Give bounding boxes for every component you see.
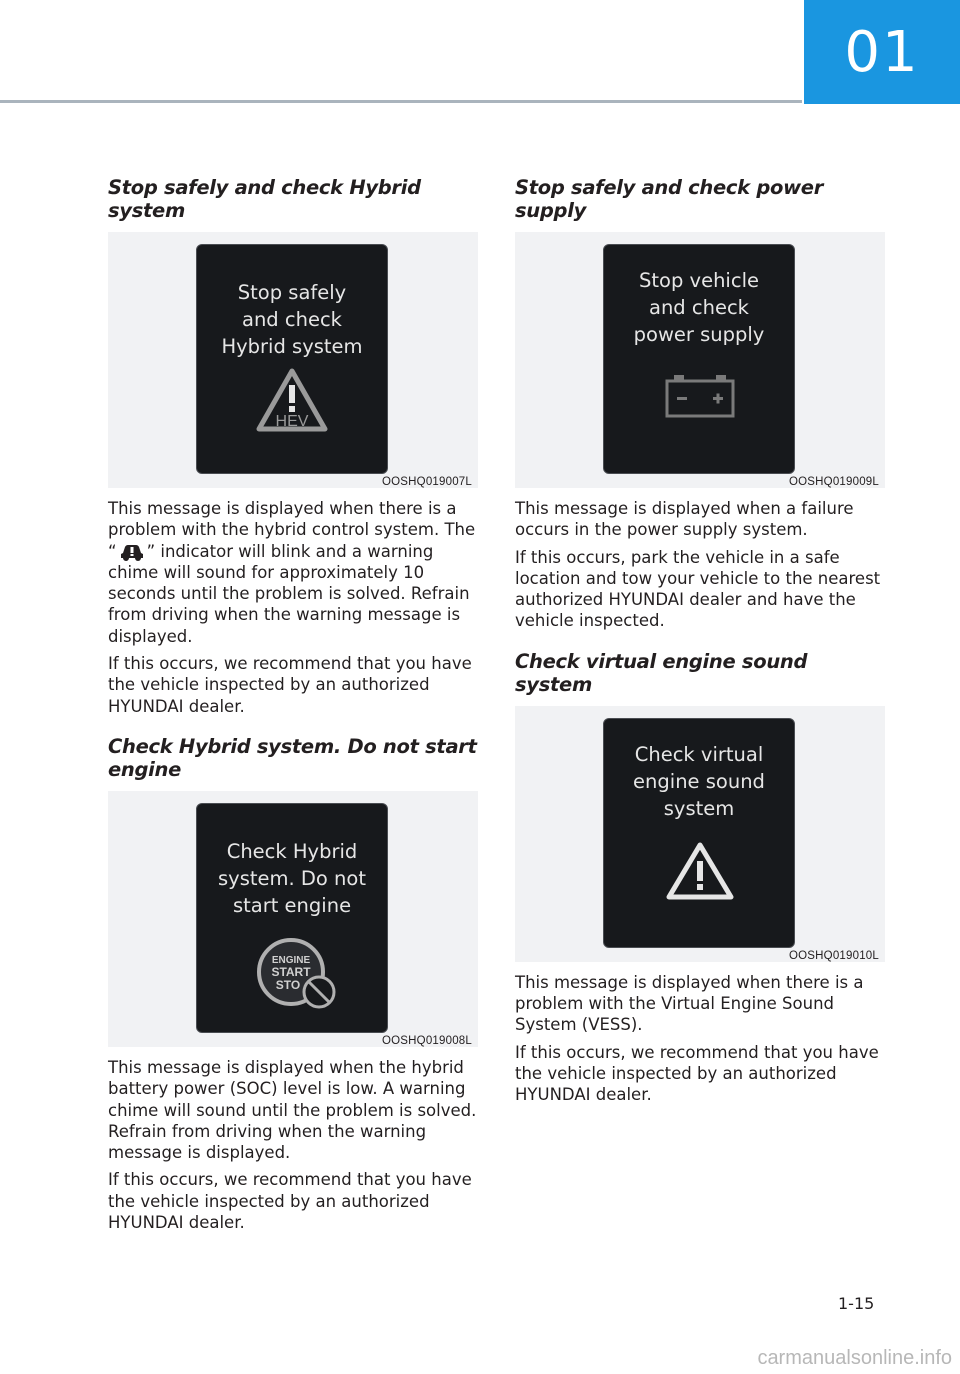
display-message: Stop safely and check Hybrid system [221,281,363,358]
hev-warning-triangle-icon [256,367,328,433]
cluster-display [196,803,388,1033]
battery-icon [664,373,736,419]
paragraph: This message is displayed when there is a problem with the hybrid control system. The “ ” indicator will blink and a warning chime will sound for approximately 10 seconds until the problem is solved. Refrain from driving when the warning message is displayed. [108,499,476,646]
paragraph: This message is displayed when there is a problem with the Virtual Engine Sound System (VESS). [515,972,864,1035]
paragraph: This message is displayed when a failure occurs in the power supply system. [515,499,854,540]
figure [108,232,478,488]
header-rule [0,100,802,103]
section-power-supply [515,176,885,632]
display-message: Check Hybrid system. Do not start engine [218,839,366,917]
section-do-not-start-engine [108,735,478,1233]
cluster-display [196,244,388,474]
figure [515,706,885,962]
paragraph: If this occurs, we recommend that you have the vehicle inspected by an authorized HYUNDAI dealer. [108,1170,472,1233]
chapter-tab[interactable]: 01 [804,0,960,104]
figure-code: OOSHQ019007L [382,476,472,488]
right-column [515,176,885,1106]
hev-label: HEV [275,413,309,430]
hybrid-vehicle-warning-icon [117,541,147,561]
warning-triangle-icon [666,841,734,901]
paragraph: If this occurs, we recommend that you have the vehicle inspected by an authorized HYUNDAI dealer. [108,654,472,716]
display-message: Stop vehicle and check power supply [633,269,765,346]
paragraph: If this occurs, we recommend that you have the vehicle inspected by an authorized HYUNDAI dealer. [515,1042,879,1105]
cluster-display [603,244,795,474]
display-message: Check virtual engine sound system [633,742,765,820]
section-heading: Stop safely and check power supply [515,176,824,222]
section-heading: Check Hybrid system. Do not start engine [108,734,477,781]
cluster-display [603,718,795,948]
section-hybrid-system [108,176,478,717]
watermark[interactable]: carmanualsonline.info [757,1347,952,1369]
left-column [108,176,478,1233]
paragraph: This message is displayed when the hybrid battery power (SOC) level is low. A warning chime will sound until the problem is solved. Refrain from driving when the warning message is displayed. [108,1057,477,1163]
figure-code: OOSHQ019008L [382,1034,472,1047]
engine-start-stop-prohibited-icon [255,936,345,1016]
figure-code: OOSHQ019009L [789,476,879,488]
section-virtual-engine-sound [515,650,885,1106]
svg-text:START: START [271,964,311,979]
figure [108,791,478,1047]
svg-text:ENGINE: ENGINE [271,954,311,966]
section-heading: Check virtual engine sound system [515,649,808,696]
figure [515,232,885,488]
figure-code: OOSHQ019010L [789,949,879,962]
section-heading: Stop safely and check Hybrid system [108,176,421,222]
paragraph: If this occurs, park the vehicle in a safe location and tow your vehicle to the nearest authorized HYUNDAI dealer and have the vehicle inspected. [515,547,881,631]
page-number: 1-15 [838,1294,875,1313]
svg-text:STO: STO [275,977,301,992]
